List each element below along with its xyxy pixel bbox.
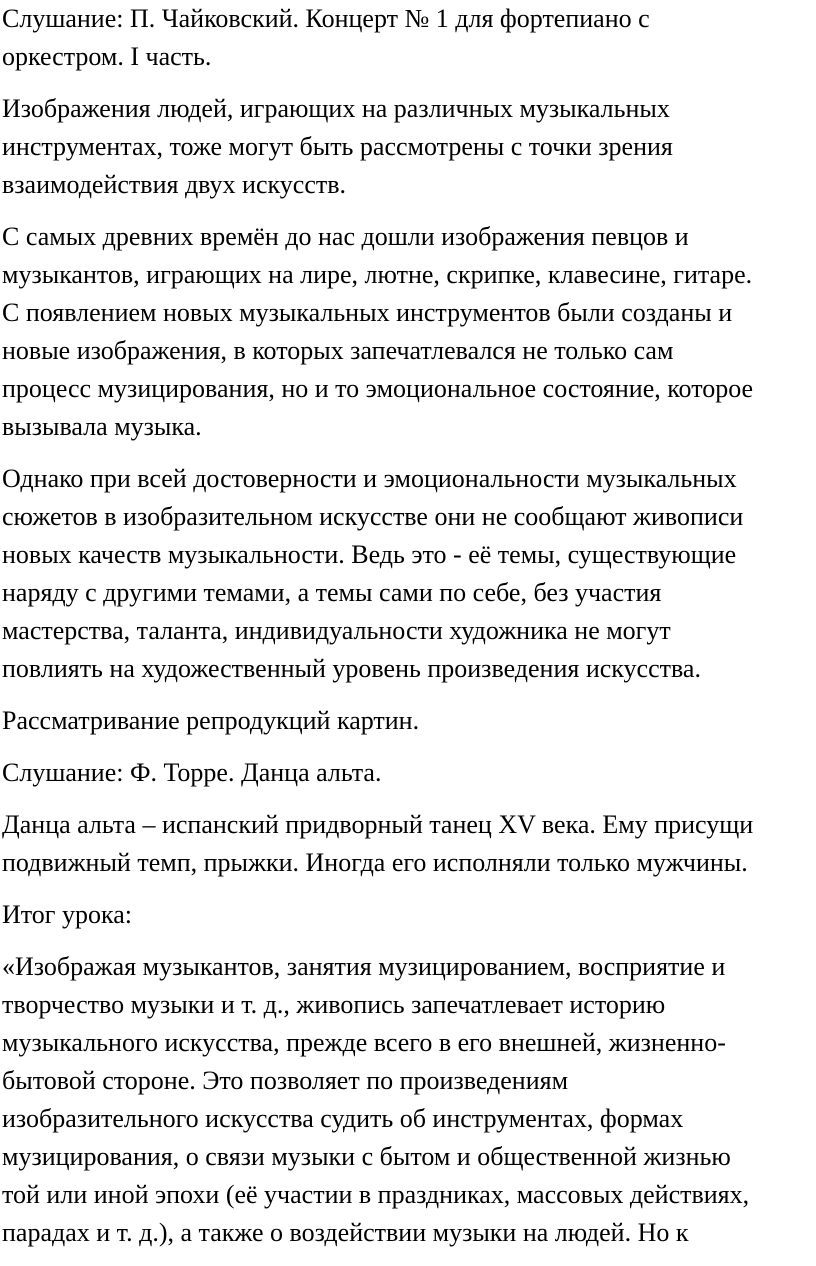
paragraph-danza-alta bbox=[2, 806, 816, 882]
text-line: изобразительного искусства судить об инструментах, формах bbox=[2, 1104, 684, 1133]
text-line: той или иной эпохи (её участии в праздниках, массовых действиях, bbox=[2, 1180, 750, 1209]
text-line: творчество музыки и т. д., живопись запечатлевает историю bbox=[2, 990, 666, 1019]
text-line: взаимодействия двух искусств. bbox=[2, 170, 346, 199]
paragraph-authenticity bbox=[2, 460, 816, 688]
text-line: мастерства, таланта, индивидуальности художника не могут bbox=[2, 616, 671, 645]
text-line: С самых древних времён до нас дошли изображения певцов и bbox=[2, 222, 689, 251]
text-line: процесс музицирования, но и то эмоциональное состояние, которое bbox=[2, 374, 754, 403]
text-line: наряду с другими темами, а темы сами по себе, без участия bbox=[2, 578, 662, 607]
text-line: вызывала музыка. bbox=[2, 412, 202, 441]
text-line: Изображения людей, играющих на различных музыкальных bbox=[2, 94, 670, 123]
text-line: Слушание: Ф. Торре. Данца альта. bbox=[2, 758, 382, 787]
text-line: Слушание: П. Чайковский. Концерт № 1 для фортепиано с bbox=[2, 4, 650, 33]
text-line: Данца альта – испанский придворный танец XV века. Ему присущи bbox=[2, 810, 754, 839]
text-line: оркестром. I часть. bbox=[2, 42, 212, 71]
text-line: Рассматривание репродукций картин. bbox=[2, 706, 420, 735]
text-line: музицирования, о связи музыки с бытом и общественной жизнью bbox=[2, 1142, 731, 1171]
paragraph-ancient-times bbox=[2, 218, 816, 446]
text-line: Итог урока: bbox=[2, 900, 132, 929]
paragraph-summary-quote bbox=[2, 948, 816, 1252]
paragraph-listening-tchaikovsky bbox=[2, 0, 816, 76]
text-line: «Изображая музыкантов, занятия музицированием, восприятие и bbox=[2, 952, 726, 981]
text-line: музыкантов, играющих на лире, лютне, скрипке, клавесине, гитаре. bbox=[2, 260, 753, 289]
paragraph-viewing-reproductions bbox=[2, 702, 816, 740]
paragraph-lesson-summary-heading bbox=[2, 896, 816, 934]
text-line: инструментах, тоже могут быть рассмотрены с точки зрения bbox=[2, 132, 673, 161]
text-line: сюжетов в изобразительном искусстве они не сообщают живописи bbox=[2, 502, 744, 531]
text-line: парадах и т. д.), а также о воздействии музыки на людей. Но к bbox=[2, 1218, 689, 1247]
text-line: подвижный темп, прыжки. Иногда его исполняли только мужчины. bbox=[2, 848, 748, 877]
text-line: музыкального искусства, прежде всего в его внешней, жизненно- bbox=[2, 1028, 726, 1057]
paragraph-listening-torre bbox=[2, 754, 816, 792]
text-line: бытовой стороне. Это позволяет по произведениям bbox=[2, 1066, 569, 1095]
text-line: повлиять на художественный уровень произведения искусства. bbox=[2, 654, 701, 683]
text-line: Однако при всей достоверности и эмоциональности музыкальных bbox=[2, 464, 737, 493]
text-line: новые изображения, в которых запечатлевался не только сам bbox=[2, 336, 674, 365]
paragraph-images-of-musicians bbox=[2, 90, 816, 204]
text-line: новых качеств музыкальности. Ведь это - её темы, существующие bbox=[2, 540, 737, 569]
text-line: С появлением новых музыкальных инструментов были созданы и bbox=[2, 298, 733, 327]
